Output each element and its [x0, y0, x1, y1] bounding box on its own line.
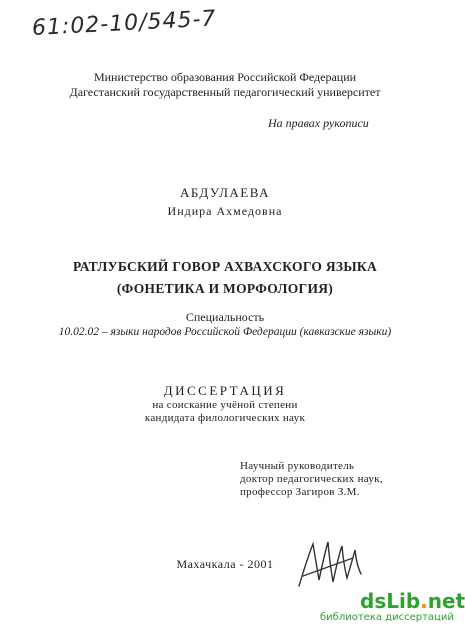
university-name: Дагестанский государственный педагогический университет [69, 85, 381, 99]
city-year: Махачкала - 2001 [176, 557, 274, 571]
institution-header [0, 70, 450, 100]
supervisor-block [240, 460, 383, 499]
author-given-name: Индира Ахмедовна [167, 204, 283, 218]
dslib-logo: dsLib.net [360, 589, 465, 613]
author-surname: АБДУЛАЕВА [179, 185, 270, 200]
dissertation-heading: ДИССЕРТАЦИЯ [163, 383, 287, 398]
ministry-name: Министерство образования Российской Федерации [93, 70, 357, 84]
dslib-watermark [320, 589, 465, 630]
degree-description [0, 399, 450, 425]
thesis-title-line1: РАТЛУБСКИЙ ГОВОР АХВАХСКОГО ЯЗЫКА [72, 259, 378, 274]
degree-line1: на соискание учёной степени [152, 399, 298, 411]
supervisor-role: Научный руководитель [240, 460, 355, 472]
degree-line2: кандидата филологических наук [144, 412, 306, 424]
rights-note: На правах рукописи [268, 116, 369, 130]
archive-number-handwritten: 61:02-10/545-7 [31, 6, 218, 41]
supervisor-name: профессор Загиров З.М. [240, 486, 360, 498]
supervisor-degree: доктор педагогических наук, [240, 473, 383, 485]
specialty-code: 10.02.02 – языки народов Российской Федерации (кавказские языки) [58, 326, 392, 338]
watermark-subtitle: библиотека диссертаций [320, 612, 454, 623]
thesis-title-line2: (ФОНЕТИКА И МОРФОЛОГИЯ) [116, 281, 334, 296]
specialty-label: Специальность [185, 310, 265, 324]
